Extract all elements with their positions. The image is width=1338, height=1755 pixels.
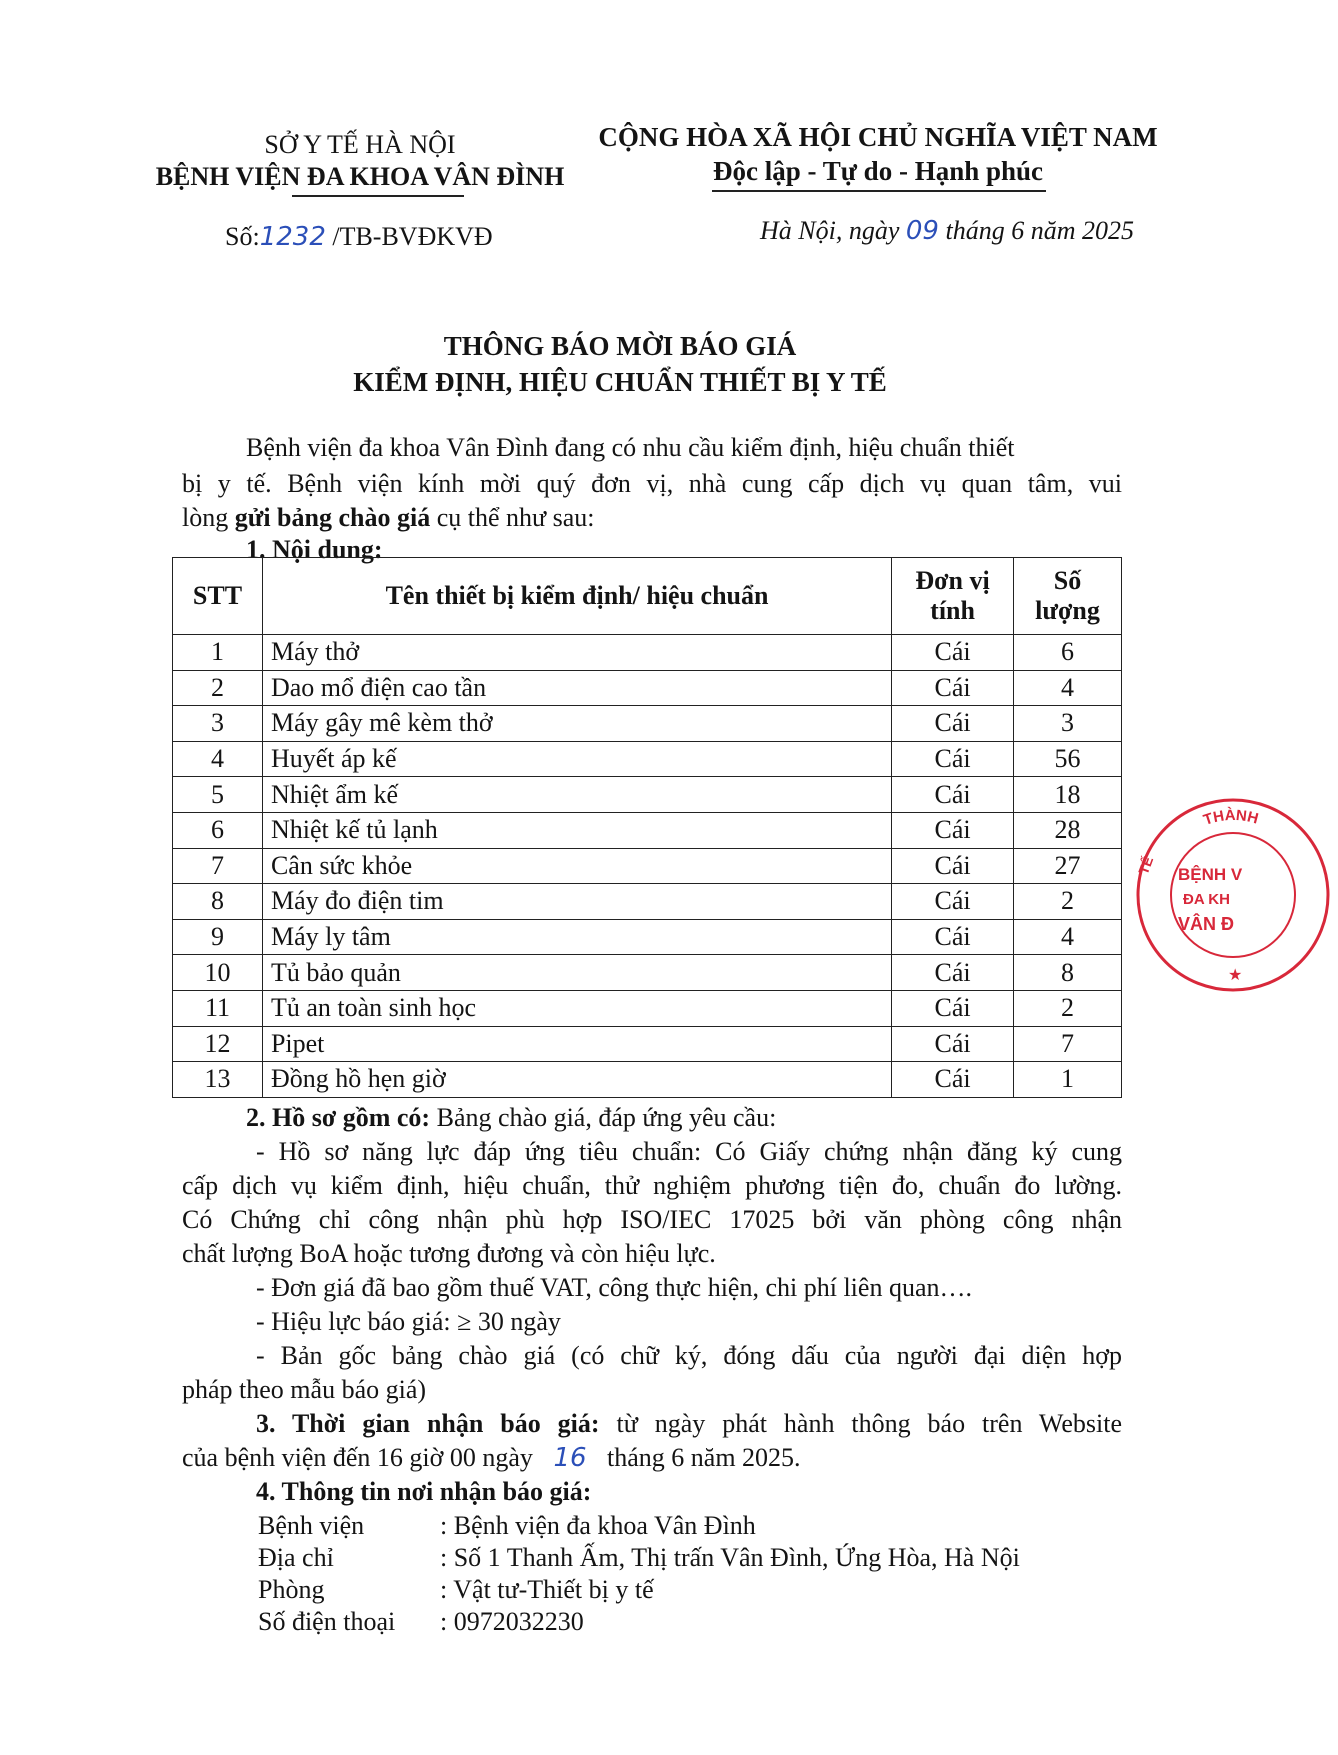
table-row	[173, 741, 1122, 777]
stamp-top-text: THÀNH	[1201, 806, 1261, 829]
col-header-qty	[1014, 558, 1122, 635]
cell-device-name: Máy gây mê kèm thở	[262, 706, 891, 742]
intro-line-1: Bệnh viện đa khoa Vân Đình đang có nhu cầu kiểm định, hiệu chuẩn thiết	[246, 433, 1015, 462]
cell-quantity: 2	[1014, 990, 1122, 1026]
cell-unit: Cái	[892, 812, 1014, 848]
cell-device-name: Nhiệt ẩm kế	[262, 777, 891, 813]
requirement-4-line-1: - Bản gốc bảng chào giá (có chữ ký, đóng dấu của người đại diện hợp	[256, 1341, 1122, 1370]
cell-device-name: Cân sức khỏe	[262, 848, 891, 884]
title-line-1: THÔNG BÁO MỜI BÁO GIÁ	[443, 331, 797, 361]
cell-device-name: Máy đo điện tim	[262, 884, 891, 920]
requirement-1-line-1: - Hồ sơ năng lực đáp ứng tiêu chuẩn: Có Giấy chứng nhận đăng ký cung	[256, 1137, 1122, 1166]
number-suffix: /TB-BVĐKVĐ	[332, 222, 493, 251]
contact-value: : 0972032230	[440, 1607, 584, 1636]
cell-stt: 10	[173, 955, 263, 991]
section-3-heading: 3. Thời gian nhận báo giá:	[256, 1409, 600, 1438]
contact-label: Địa chỉ	[258, 1543, 334, 1572]
cell-stt: 9	[173, 919, 263, 955]
contact-label: Phòng	[258, 1575, 325, 1604]
col-header-name: Tên thiết bị kiểm định/ hiệu chuẩn	[262, 558, 891, 635]
hospital-name: BỆNH VIỆN ĐA KHOA VÂN ĐÌNH	[155, 162, 565, 191]
cell-unit: Cái	[892, 990, 1014, 1026]
cell-device-name: Dao mổ điện cao tần	[262, 670, 891, 706]
cell-stt: 5	[173, 777, 263, 813]
cell-stt: 6	[173, 812, 263, 848]
cell-quantity: 6	[1014, 635, 1122, 671]
date-prefix: Hà Nội, ngày	[760, 216, 900, 245]
cell-quantity: 4	[1014, 919, 1122, 955]
cell-quantity: 4	[1014, 670, 1122, 706]
cell-device-name: Huyết áp kế	[262, 741, 891, 777]
cell-quantity: 2	[1014, 884, 1122, 920]
table-row	[173, 990, 1122, 1026]
cell-quantity: 18	[1014, 777, 1122, 813]
requirement-1-line-3: Có Chứng chỉ công nhận phù hợp ISO/IEC 17025 bởi văn phòng công nhận	[182, 1205, 1122, 1234]
requirement-4-line-2: pháp theo mẫu báo giá)	[182, 1375, 427, 1404]
section-3-line-1	[256, 1406, 1122, 1442]
requirement-1-line-4: chất lượng BoA hoặc tương đương và còn hiệu lực.	[182, 1239, 716, 1268]
cell-stt: 12	[173, 1026, 263, 1062]
stamp-line-1: BỆNH V	[1178, 865, 1243, 884]
stamp-arc-text	[1201, 807, 1260, 829]
section-2-heading-rest: Bảng chào giá, đáp ứng yêu cầu:	[436, 1103, 777, 1132]
table-row	[173, 706, 1122, 742]
cell-quantity: 8	[1014, 955, 1122, 991]
cell-device-name: Máy ly tâm	[262, 919, 891, 955]
contact-label: Bệnh viện	[258, 1511, 365, 1540]
intro-line-3	[182, 500, 595, 536]
title-line-2: KIỂM ĐỊNH, HIỆU CHUẨN THIẾT BỊ Y TẾ	[353, 367, 887, 397]
document-date	[760, 216, 1134, 246]
cell-stt: 7	[173, 848, 263, 884]
section-3-line-2	[182, 1440, 801, 1476]
cell-device-name: Tủ bảo quản	[262, 955, 891, 991]
table-row	[173, 812, 1122, 848]
section-4-heading: 4. Thông tin nơi nhận báo giá:	[256, 1477, 592, 1506]
section-1-heading: 1. Nội dung:	[246, 535, 383, 564]
table-body	[173, 635, 1122, 1098]
intro-line-3-start: lòng	[182, 503, 229, 532]
national-motto: Độc lập - Tự do - Hạnh phúc	[712, 156, 1044, 186]
cell-stt: 3	[173, 706, 263, 742]
cell-stt: 2	[173, 670, 263, 706]
unit-header-line-1: Đơn vị	[915, 566, 990, 595]
deadline-prefix: của bệnh viện đến 16 giờ 00 ngày	[182, 1443, 533, 1472]
cell-device-name: Máy thở	[262, 635, 891, 671]
cell-device-name: Pipet	[262, 1026, 891, 1062]
cell-stt: 11	[173, 990, 263, 1026]
cell-device-name: Tủ an toàn sinh học	[262, 990, 891, 1026]
deadline-suffix: tháng 6 năm 2025.	[607, 1443, 801, 1472]
cell-unit: Cái	[892, 741, 1014, 777]
requirement-2: - Đơn giá đã bao gồm thuế VAT, công thực hiện, chi phí liên quan….	[256, 1273, 972, 1302]
cell-unit: Cái	[892, 1026, 1014, 1062]
cell-quantity: 56	[1014, 741, 1122, 777]
stamp-star-icon: ★	[1228, 965, 1243, 984]
requirement-1-line-2: cấp dịch vụ kiểm định, hiệu chuẩn, thử nghiệm phương tiện đo, chuẩn đo lường.	[182, 1171, 1122, 1200]
col-header-stt: STT	[173, 558, 263, 635]
cell-device-name: Nhiệt kế tủ lạnh	[262, 812, 891, 848]
cell-unit: Cái	[892, 955, 1014, 991]
cell-quantity: 3	[1014, 706, 1122, 742]
cell-unit: Cái	[892, 884, 1014, 920]
unit-header-line-2: tính	[930, 596, 975, 625]
section-3-rest: từ ngày phát hành thông báo trên Website	[616, 1409, 1123, 1438]
table-row	[173, 635, 1122, 671]
cell-quantity: 27	[1014, 848, 1122, 884]
contact-label: Số điện thoại	[258, 1607, 396, 1636]
table-row	[173, 848, 1122, 884]
number-prefix: Số:	[225, 222, 260, 251]
handwritten-day: 09	[905, 216, 939, 246]
equipment-table	[172, 557, 1122, 1098]
cell-unit: Cái	[892, 670, 1014, 706]
stamp-line-3: VÂN Đ	[1178, 914, 1235, 934]
cell-unit: Cái	[892, 777, 1014, 813]
contact-value: : Vật tư-Thiết bị y tế	[440, 1575, 654, 1604]
stamp-line-2: ĐA KH	[1183, 891, 1230, 908]
cell-unit: Cái	[892, 1062, 1014, 1098]
section-2-heading: 2. Hồ sơ gồm có:	[246, 1103, 431, 1132]
date-suffix: tháng 6 năm 2025	[945, 216, 1134, 245]
cell-unit: Cái	[892, 848, 1014, 884]
cell-device-name: Đồng hồ hẹn giờ	[262, 1062, 891, 1098]
intro-line-2: bị y tế. Bệnh viện kính mời quý đơn vị, nhà cung cấp dịch vụ quan tâm, vui	[182, 469, 1122, 498]
contact-value: : Số 1 Thanh Ấm, Thị trấn Vân Đình, Ứng Hòa, Hà Nội	[440, 1543, 1020, 1572]
table-row	[173, 777, 1122, 813]
table-row	[173, 1026, 1122, 1062]
contact-value: : Bệnh viện đa khoa Vân Đình	[440, 1511, 756, 1540]
col-header-unit	[892, 558, 1014, 635]
requirement-3: - Hiệu lực báo giá: ≥ 30 ngày	[256, 1307, 561, 1336]
stamp-left-text: TẾ	[1135, 854, 1157, 877]
cell-quantity: 7	[1014, 1026, 1122, 1062]
cell-unit: Cái	[892, 635, 1014, 671]
cell-quantity: 28	[1014, 812, 1122, 848]
cell-stt: 4	[173, 741, 263, 777]
table-row	[173, 884, 1122, 920]
republic-name: CỘNG HÒA XÃ HỘI CHỦ NGHĨA VIỆT NAM	[598, 122, 1158, 152]
cell-unit: Cái	[892, 706, 1014, 742]
table-row	[173, 955, 1122, 991]
motto-underline	[712, 190, 1046, 192]
hospital-stamp	[1128, 790, 1338, 1000]
stamp-outer-ring	[1138, 800, 1328, 990]
cell-quantity: 1	[1014, 1062, 1122, 1098]
cell-stt: 13	[173, 1062, 263, 1098]
handwritten-number: 1232	[259, 222, 326, 252]
cell-stt: 1	[173, 635, 263, 671]
issuing-department: SỞ Y TẾ HÀ NỘI	[264, 130, 456, 159]
table-row	[173, 1062, 1122, 1098]
section-2-heading-line	[246, 1100, 776, 1136]
qty-header-line-2: lượng	[1035, 596, 1100, 625]
cell-stt: 8	[173, 884, 263, 920]
qty-header-line-1: Số	[1053, 566, 1082, 595]
hospital-underline	[292, 195, 464, 197]
document-number	[225, 222, 493, 252]
cell-unit: Cái	[892, 919, 1014, 955]
handwritten-deadline-day: 16	[553, 1443, 587, 1473]
table-header-row	[173, 558, 1122, 635]
table-row	[173, 670, 1122, 706]
intro-line-3-bold: gửi bảng chào giá	[234, 503, 431, 532]
intro-line-3-end: cụ thể như sau:	[436, 503, 595, 532]
table-row	[173, 919, 1122, 955]
